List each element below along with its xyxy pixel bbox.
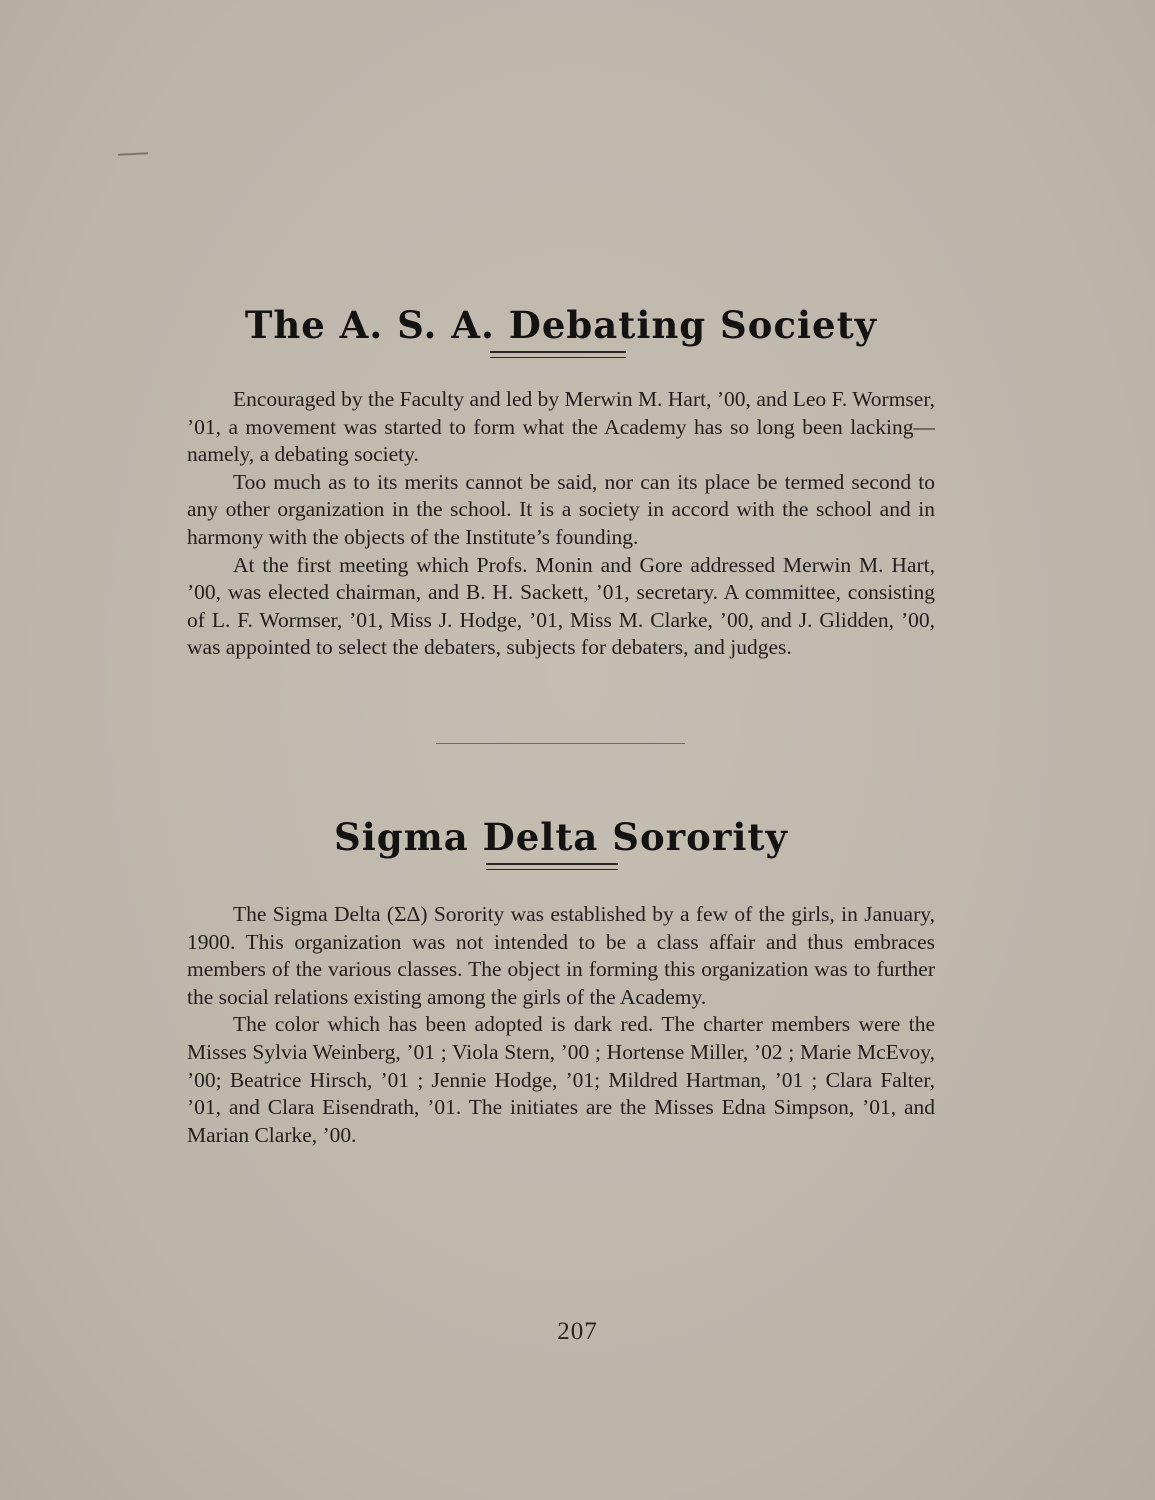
section-body [187, 901, 935, 1149]
section-heading-debating-society: The A. S. A. Debating Society [244, 303, 878, 347]
heading-underline [490, 351, 626, 358]
page-number: 207 [557, 1318, 598, 1345]
paragraph: The Sigma Delta (ΣΔ) Sorority was established by a few of the girls, in January, 1900. This organization was not intended to be a class affair and thus embraces members of the various classes. The object in forming this organization was to further the social relations existing among the girls of the Academy. [187, 902, 935, 1009]
section-divider [436, 743, 685, 744]
section-heading-sigma-delta: Sigma Delta Sorority [334, 815, 788, 859]
paragraph: Too much as to its merits cannot be said, nor can its place be termed second to any other organization in the school. It is a society in accord with the school and in harmony with the objects of the Institute’s founding. [187, 469, 935, 549]
paragraph: Encouraged by the Faculty and led by Merwin M. Hart, ’00, and Leo F. Wormser, ’01, a movement was started to form what the Academy has so long been lacking—namely, a debating society. [187, 387, 935, 467]
sorority-section [187, 812, 935, 1149]
section-body [187, 386, 935, 662]
paragraph: At the first meeting which Profs. Monin and Gore addressed Merwin M. Hart, ’00, was elected chairman, and B. H. Sackett, ’01, secretary. A committee, consisting of L. F. Wormser, ’01, Miss J. Hodge, ’01, Miss M. Clarke, ’00, and J. Glidden, ’00, was appointed to select the debaters, subjects for debaters, and judges. [187, 552, 935, 660]
stray-ink-mark [118, 152, 148, 156]
paragraph: The color which has been adopted is dark red. The charter members were the Misses Sylvia Weinberg, ’01 ; Viola Stern, ’00 ; Hortense Miller, ’02 ; Marie McEvoy, ’00; Beatrice Hirsch, ’01 ; Jennie Hodge, ’01; Mildred Hartman, ’01 ; Clara Falter, ’01, and Clara Eisendrath, ’01. The initiates are the Misses Edna Simpson, ’01, and Marian Clarke, ’00. [187, 1012, 935, 1147]
heading-underline [486, 863, 618, 870]
debating-society-section [187, 300, 935, 662]
